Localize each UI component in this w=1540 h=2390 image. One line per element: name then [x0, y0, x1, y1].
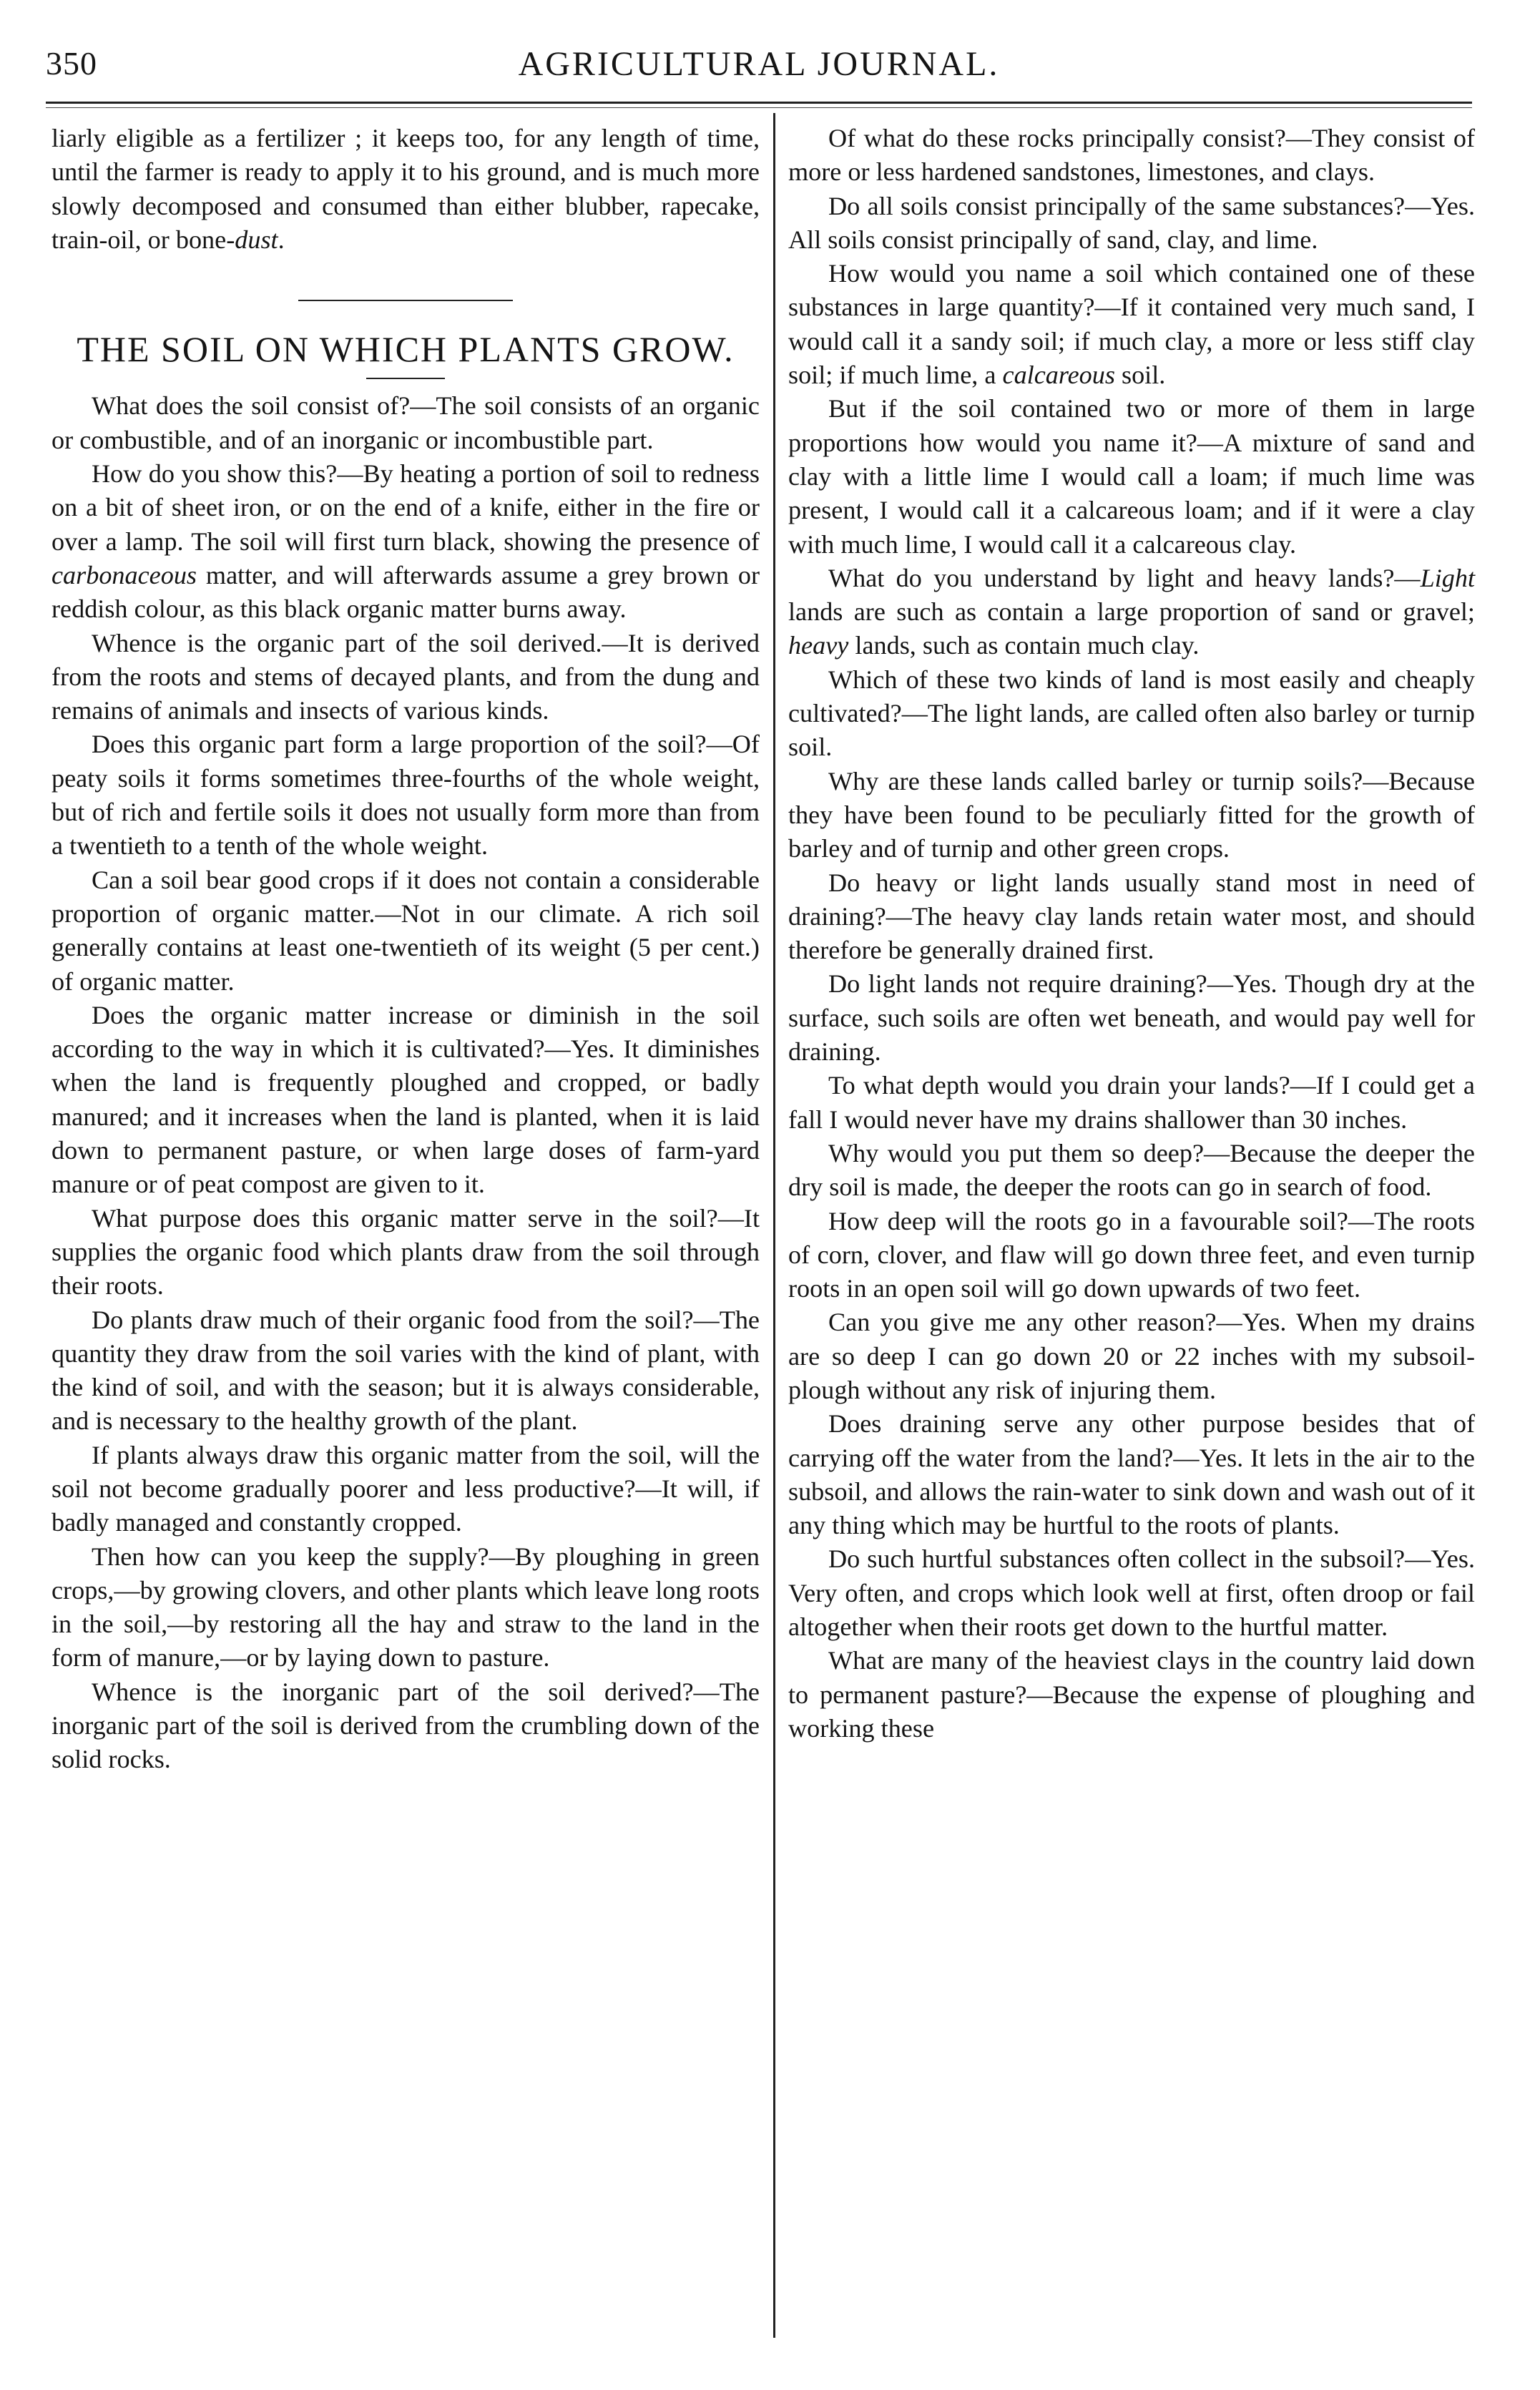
- paragraph: Which of these two kinds of land is most easily and cheaply cultivated?—The light lands, are called often also barley or turnip soil.: [788, 665, 1475, 762]
- text-run: liarly eligible as a fertilizer ; it keeps too, for any length of time, until the farmer is ready to apply it to his ground, and is much more slowly decomposed and consumed than either blubber, rapecake, train-oil, or bone-: [52, 124, 760, 254]
- text-run: lands, such as contain much clay.: [848, 631, 1200, 660]
- header-rule-thin: [46, 107, 1472, 108]
- paragraph: [788, 257, 1475, 392]
- paragraph: If plants always draw this organic matter from the soil, will the soil not become gradually poorer and less productive?—It will, if badly managed and constantly cropped.: [52, 1440, 760, 1537]
- paragraph: Do plants draw much of their organic food from the soil?—The quantity they draw from the soil varies with the kind of plant, with the kind of soil, and with the season; but it is always considerable, and is necessary to the healthy growth of the plant.: [52, 1305, 760, 1436]
- header-rule: [46, 102, 1472, 104]
- paragraph: Do heavy or light lands usually stand most in need of draining?—The heavy clay lands retain water most, and should therefore be generally drained first.: [788, 868, 1475, 965]
- text-run: How would you name a soil which contained one of these substances in large quantity?—If it contained very much sand, I would call it a sandy soil; if much clay, a more or less stiff clay soil; if much lime, a: [788, 259, 1475, 390]
- page-number: 350: [46, 45, 97, 82]
- paragraph: Does the organic matter increase or diminish in the soil according to the way in which it is cultivated?—Yes. It diminishes when the land is frequently ploughed and cropped, or badly manured; and it increases when the land is planted, when it is laid down to permanent pasture, or when large doses of farm-yard manure or of peat compost are given to it.: [52, 1000, 760, 1199]
- italic-text: heavy: [788, 631, 849, 660]
- paragraph: Whence is the organic part of the soil derived.—It is derived from the roots and stems of decayed plants, and from the dung and remains of animals and insects of various kinds.: [52, 628, 760, 725]
- paragraph: Can a soil bear good crops if it does not contain a considerable proportion of organic matter.—Not in our climate. A rich soil generally contains at least one-twentieth of its weight (5 per cent.) of organic matter.: [52, 865, 760, 996]
- text-run: lands are such as contain a large proportion of sand or gravel;: [788, 597, 1475, 627]
- paragraph: [52, 457, 760, 626]
- paragraph: But if the soil contained two or more of them in large proportions how would you name it?—A mixture of sand and clay with a little lime I would call a loam; if much lime was present, I would call it a calcareous loam; and if it were a clay with much lime, I would call it a calcareous clay.: [788, 394, 1475, 559]
- text-run: soil.: [1114, 361, 1166, 390]
- italic-text: dust: [235, 225, 278, 254]
- paragraph: [788, 562, 1475, 663]
- paragraph: Can you give me any other reason?—Yes. When my drains are so deep I can go down 20 or 22 inches with my subsoil-plough without any risk of injuring them.: [788, 1308, 1475, 1404]
- paragraph: Of what do these rocks principally consist?—They consist of more or less hardened sandstones, limestones, and clays.: [788, 124, 1475, 187]
- paragraph: Does draining serve any other purpose besides that of carrying off the water from the land?—Yes. It lets in the air to the subsoil, and allows the rain-water to sink down and wash out of it any thing which may be hurtful to the roots of plants.: [788, 1409, 1475, 1540]
- paragraph: What are many of the heaviest clays in the country laid down to permanent pasture?—Because the expense of ploughing and working these: [788, 1646, 1475, 1743]
- paragraph: How deep will the roots go in a favourable soil?—The roots of corn, clover, and flaw will go down three feet, and even turnip roots in an open soil will go down upwards of two feet.: [788, 1206, 1475, 1303]
- text-run: How do you show this?—By heating a portion of soil to redness on a bit of sheet iron, or on the end of a knife, either in the fire or over a lamp. The soil will first turn black, showing the presence of: [52, 459, 760, 556]
- running-title: AGRICULTURAL JOURNAL.: [518, 45, 1000, 83]
- paragraph: To what depth would you drain your lands?—If I could get a fall I would never have my drains shallower than 30 inches.: [788, 1071, 1475, 1134]
- left-column: [52, 122, 760, 1777]
- paragraph: Do light lands not require draining?—Yes. Though dry at the surface, such soils are often wet beneath, and would pay well for draining.: [788, 969, 1475, 1067]
- continued-paragraph: [52, 122, 760, 257]
- paragraph: Whence is the inorganic part of the soil derived?—The inorganic part of the soil is derived from the crumbling down of the solid rocks.: [52, 1677, 760, 1774]
- text-run: What do you understand by light and heavy lands?—: [828, 563, 1421, 592]
- text-run: .: [278, 225, 285, 254]
- column-divider: [773, 113, 775, 2338]
- paragraph: Why would you put them so deep?—Because the deeper the dry soil is made, the deeper the roots can go in search of food.: [788, 1138, 1475, 1202]
- italic-text: calcareous: [1002, 361, 1115, 390]
- page-header: [46, 44, 1472, 87]
- paragraph: Why are these lands called barley or turnip soils?—Because they have been found to be peculiarly fitted for the growth of barley and of turnip and other green crops.: [788, 766, 1475, 863]
- paragraph: Do such hurtful substances often collect in the subsoil?—Yes. Very often, and crops which look well at first, often droop or fail altogether when their roots get down to the hurtful matter.: [788, 1544, 1475, 1642]
- text-run: matter, and will afterwards assume a grey brown or reddish colour, as this black organic matter burns away.: [52, 560, 760, 624]
- paragraph: What purpose does this organic matter serve in the soil?—It supplies the organic food which plants draw from the soil through their roots.: [52, 1203, 760, 1301]
- paragraph: Does this organic part form a large proportion of the soil?—Of peaty soils it forms sometimes three-fourths of the whole weight, but of rich and fertile soils it does not usually form more than from a twentieth to a tenth of the whole weight.: [52, 730, 760, 861]
- italic-text: carbonaceous: [52, 560, 197, 589]
- paragraph: Then how can you keep the supply?—By ploughing in green crops,—by growing clovers, and other plants which leave long roots in the soil,—by restoring all the hay and straw to the land in the form of manure,—or by laying down to pasture.: [52, 1542, 760, 1672]
- paragraph: What does the soil consist of?—The soil consists of an organic or combustible, and of an inorganic or incombustible part.: [52, 391, 760, 454]
- article-title: THE SOIL ON WHICH PLANTS GROW.: [77, 329, 735, 370]
- italic-text: Light: [1420, 563, 1475, 592]
- paragraph: Do all soils consist principally of the same substances?—Yes. All soils consist principally of sand, clay, and lime.: [788, 191, 1475, 254]
- right-column: [788, 122, 1475, 1745]
